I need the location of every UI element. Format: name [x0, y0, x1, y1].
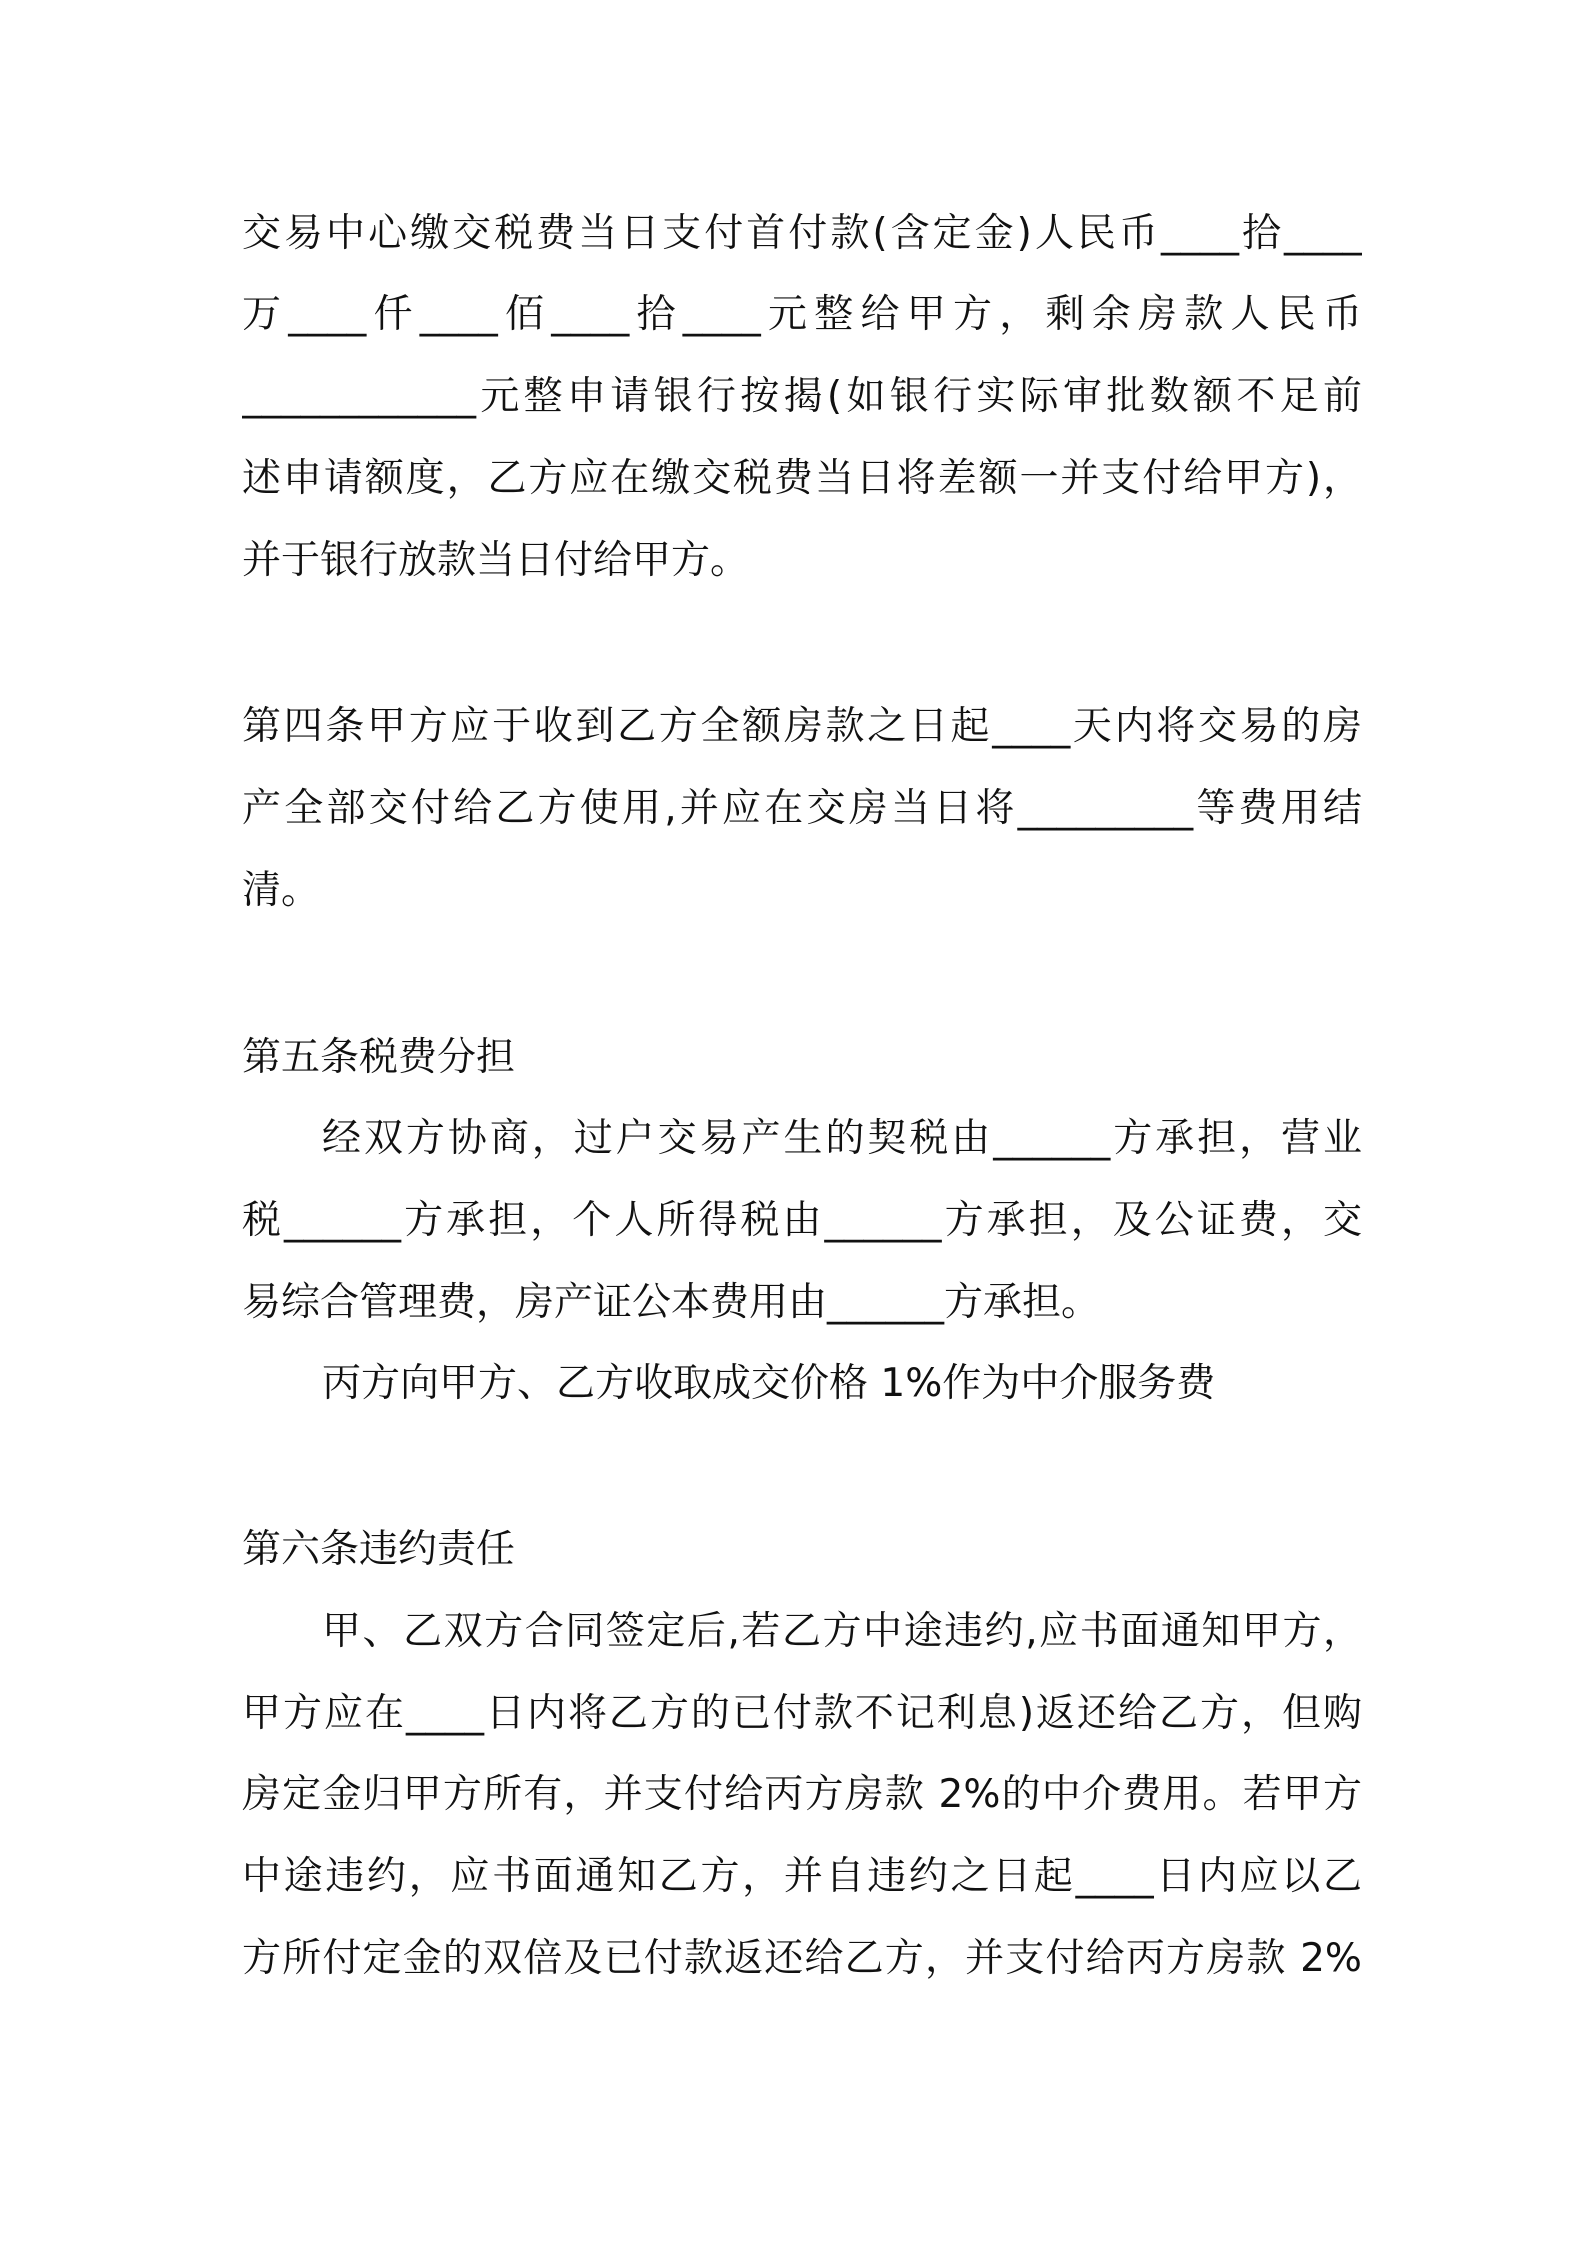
article-six-line-4: 中途违约，应书面通知乙方，并自违约之日起____日内应以乙: [242, 1854, 1362, 1899]
payment-line-1: 交易中心缴交税费当日支付首付款(含定金)人民币____拾____: [242, 211, 1362, 256]
article-four-line-1: 第四条甲方应于收到乙方全额房款之日起____天内将交易的房: [242, 704, 1362, 749]
article-five-line-2: 税______方承担，个人所得税由______方承担，及公证费，交: [242, 1198, 1362, 1243]
article-five-line-4: 丙方向甲方、乙方收取成交价格 1%作为中介服务费: [322, 1361, 1216, 1406]
article-six-line-3: 房定金归甲方所有，并支付给丙方房款 2%的中介费用。若甲方: [242, 1772, 1362, 1817]
payment-line-2: 万____仟____佰____拾____元整给甲方，剩余房款人民币: [242, 292, 1362, 337]
article-five-title: 第五条税费分担: [242, 1035, 516, 1080]
article-five-line-1: 经双方协商，过户交易产生的契税由______方承担，营业: [322, 1116, 1362, 1161]
article-six-line-1: 甲、乙双方合同签定后,若乙方中途违约,应书面通知甲方，: [322, 1609, 1362, 1654]
article-six-line-2: 甲方应在____日内将乙方的已付款不记利息)返还给乙方，但购: [242, 1691, 1362, 1736]
payment-line-3: ____________元整申请银行按揭(如银行实际审批数额不足前: [242, 374, 1362, 419]
payment-line-4: 述申请额度，乙方应在缴交税费当日将差额一并支付给甲方)，: [242, 456, 1362, 501]
article-six-title: 第六条违约责任: [242, 1527, 516, 1572]
article-four-line-3: 清。: [242, 868, 321, 913]
payment-line-5: 并于银行放款当日付给甲方。: [242, 538, 750, 583]
article-six-line-5: 方所付定金的双倍及已付款返还给乙方，并支付给丙方房款 2%: [242, 1936, 1362, 1981]
article-five-line-3: 易综合管理费，房产证公本费用由______方承担。: [242, 1280, 1101, 1325]
article-four-line-2: 产全部交付给乙方使用,并应在交房当日将_________等费用结: [242, 786, 1362, 831]
